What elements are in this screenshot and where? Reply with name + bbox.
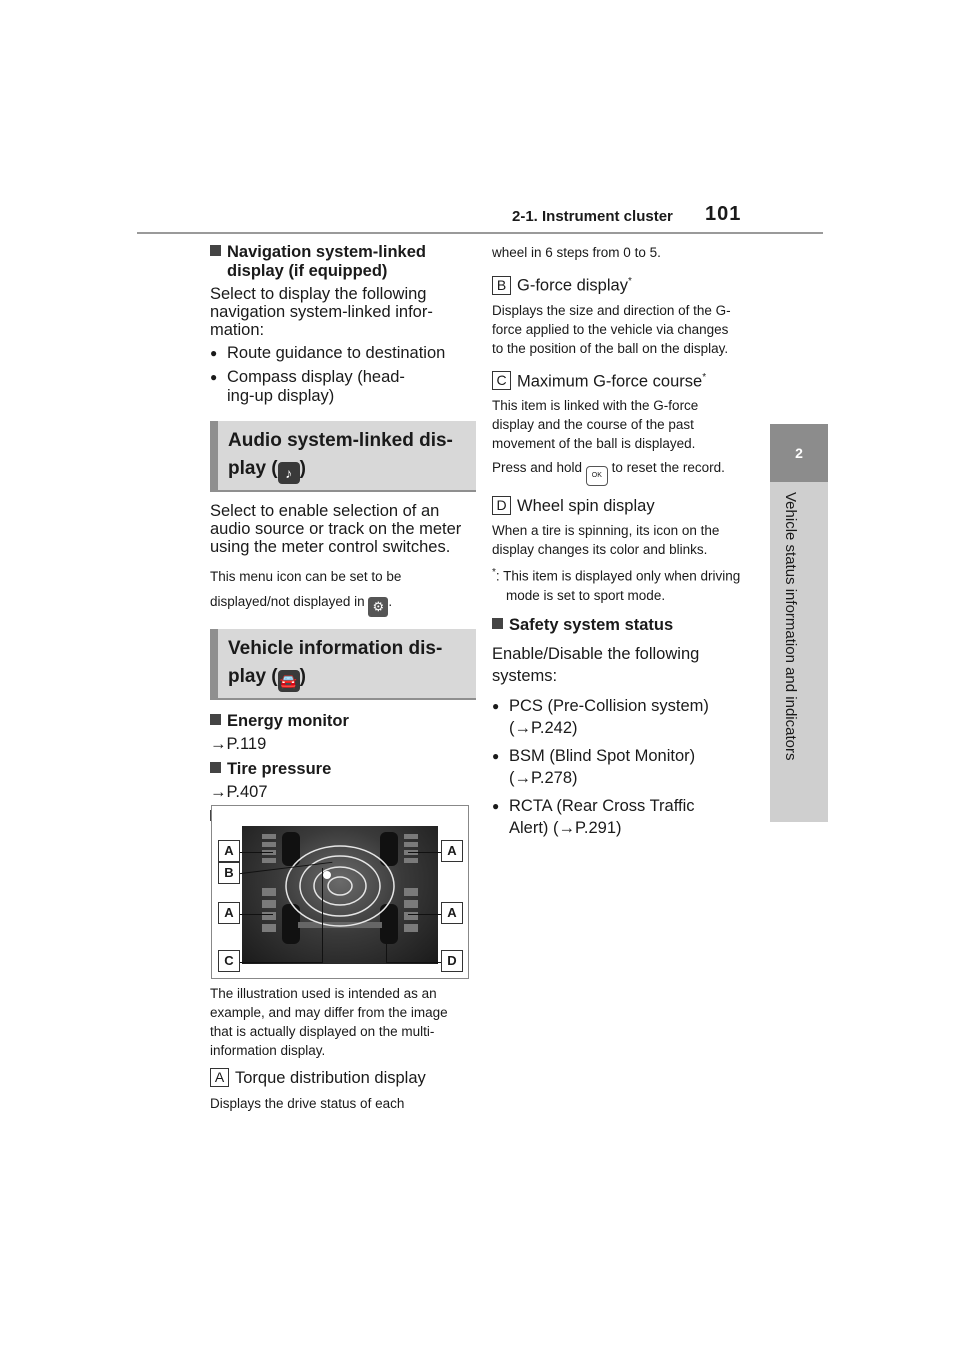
item-b-title: B G-force display* xyxy=(492,272,754,296)
nav-body: Select to display the following navigation system-linked infor- mation: xyxy=(210,285,433,339)
figure-caption: The illustration used is intended as an example, and may differ from the image that is actually displayed on the multi-information display. xyxy=(210,986,448,1058)
car-icon: 🚘 xyxy=(278,670,300,692)
multi-information-screen xyxy=(242,826,438,964)
tire-ref[interactable]: →P.407 xyxy=(210,783,268,801)
nav-bullet: ● Route guidance to destination xyxy=(210,344,472,363)
nav-heading: Navigation system-linked display (if equipped) xyxy=(210,243,472,281)
square-bullet-icon xyxy=(210,762,221,773)
nav-bullet: ● Compass display (head- ing-up display) xyxy=(210,368,427,406)
callout-d: D xyxy=(441,950,463,972)
item-c-desc: This item is linked with the G-force display and the course of the past movement of the ball is displayed. xyxy=(492,398,699,451)
item-c-title: C Maximum G-force course* xyxy=(492,368,754,392)
chapter-number: 2 xyxy=(795,445,803,461)
callout-a: A xyxy=(218,902,240,924)
callout-a: A xyxy=(218,840,240,862)
chapter-tab xyxy=(770,424,828,482)
left-column xyxy=(210,243,472,827)
safety-bullet-pcs: ● PCS (Pre-Collision system) (→P.242) xyxy=(492,695,734,739)
bsm-ref[interactable]: →P.278 xyxy=(514,768,572,787)
footnote: *: This item is displayed only when driving mode is set to sport mode. xyxy=(492,567,741,603)
chapter-tab-body xyxy=(770,482,828,822)
letter-b-badge: B xyxy=(492,276,511,295)
callout-a: A xyxy=(441,902,463,924)
safety-heading: Safety system status xyxy=(492,616,754,635)
gear-icon: ⚙ xyxy=(368,597,388,617)
audio-body: Select to enable selection of an audio source or track on the meter using the meter control switches. xyxy=(210,502,462,556)
safety-body: Enable/Disable the following systems: xyxy=(492,644,700,685)
left-column-lower xyxy=(210,984,472,1113)
vehicle-section-heading: Vehicle information dis- play ( 🚘 ) xyxy=(210,629,476,700)
letter-c-badge: C xyxy=(492,371,511,390)
chapter-title: Vehicle status information and indicators xyxy=(782,492,799,761)
square-bullet-icon xyxy=(210,245,221,256)
awd-display-illustration xyxy=(211,805,469,979)
right-column xyxy=(492,243,754,839)
item-d-title: D Wheel spin display xyxy=(492,496,754,516)
page-number: 101 xyxy=(705,203,742,225)
reset-instruction: Press and hold OK to reset the record. xyxy=(492,457,732,486)
item-a-desc-cont: wheel in 6 steps from 0 to 5. xyxy=(492,245,661,260)
square-bullet-icon xyxy=(492,618,503,629)
section-title: 2-1. Instrument cluster xyxy=(512,208,673,225)
header-rule xyxy=(137,232,823,234)
ok-button-icon: OK xyxy=(586,466,608,486)
safety-bullet-bsm: ● BSM (Blind Spot Monitor) (→P.278) xyxy=(492,745,734,789)
torque-display-graphic xyxy=(242,826,438,964)
letter-a-badge: A xyxy=(210,1068,229,1087)
item-a-title: A Torque distribution display xyxy=(210,1068,472,1088)
rcta-ref[interactable]: →P.291 xyxy=(558,818,616,837)
energy-heading: Energy monitor xyxy=(210,712,472,731)
pcs-ref[interactable]: →P.242 xyxy=(514,718,572,737)
item-b-desc: Displays the size and direction of the G-force applied to the vehicle via changes to the position of the ball on the display. xyxy=(492,302,731,356)
music-note-icon: ♪ xyxy=(278,462,300,484)
square-bullet-icon xyxy=(210,714,221,725)
callout-c: C xyxy=(218,950,240,972)
item-d-desc: When a tire is spinning, its icon on the display changes its color and blinks. xyxy=(492,523,720,557)
audio-section-heading: Audio system-linked dis- play ( ♪ ) xyxy=(210,421,476,492)
letter-d-badge: D xyxy=(492,496,511,515)
energy-ref[interactable]: →P.119 xyxy=(210,735,267,753)
callout-b: B xyxy=(218,862,240,884)
tire-heading: Tire pressure xyxy=(210,760,472,779)
item-a-desc: Displays the drive status of each xyxy=(210,1096,405,1111)
callout-a: A xyxy=(441,840,463,862)
audio-note: This menu icon can be set to be displayed/not displayed in ⚙ . xyxy=(210,564,450,617)
safety-bullet-rcta: ● RCTA (Rear Cross Traffic Alert) (→P.291) xyxy=(492,795,734,839)
